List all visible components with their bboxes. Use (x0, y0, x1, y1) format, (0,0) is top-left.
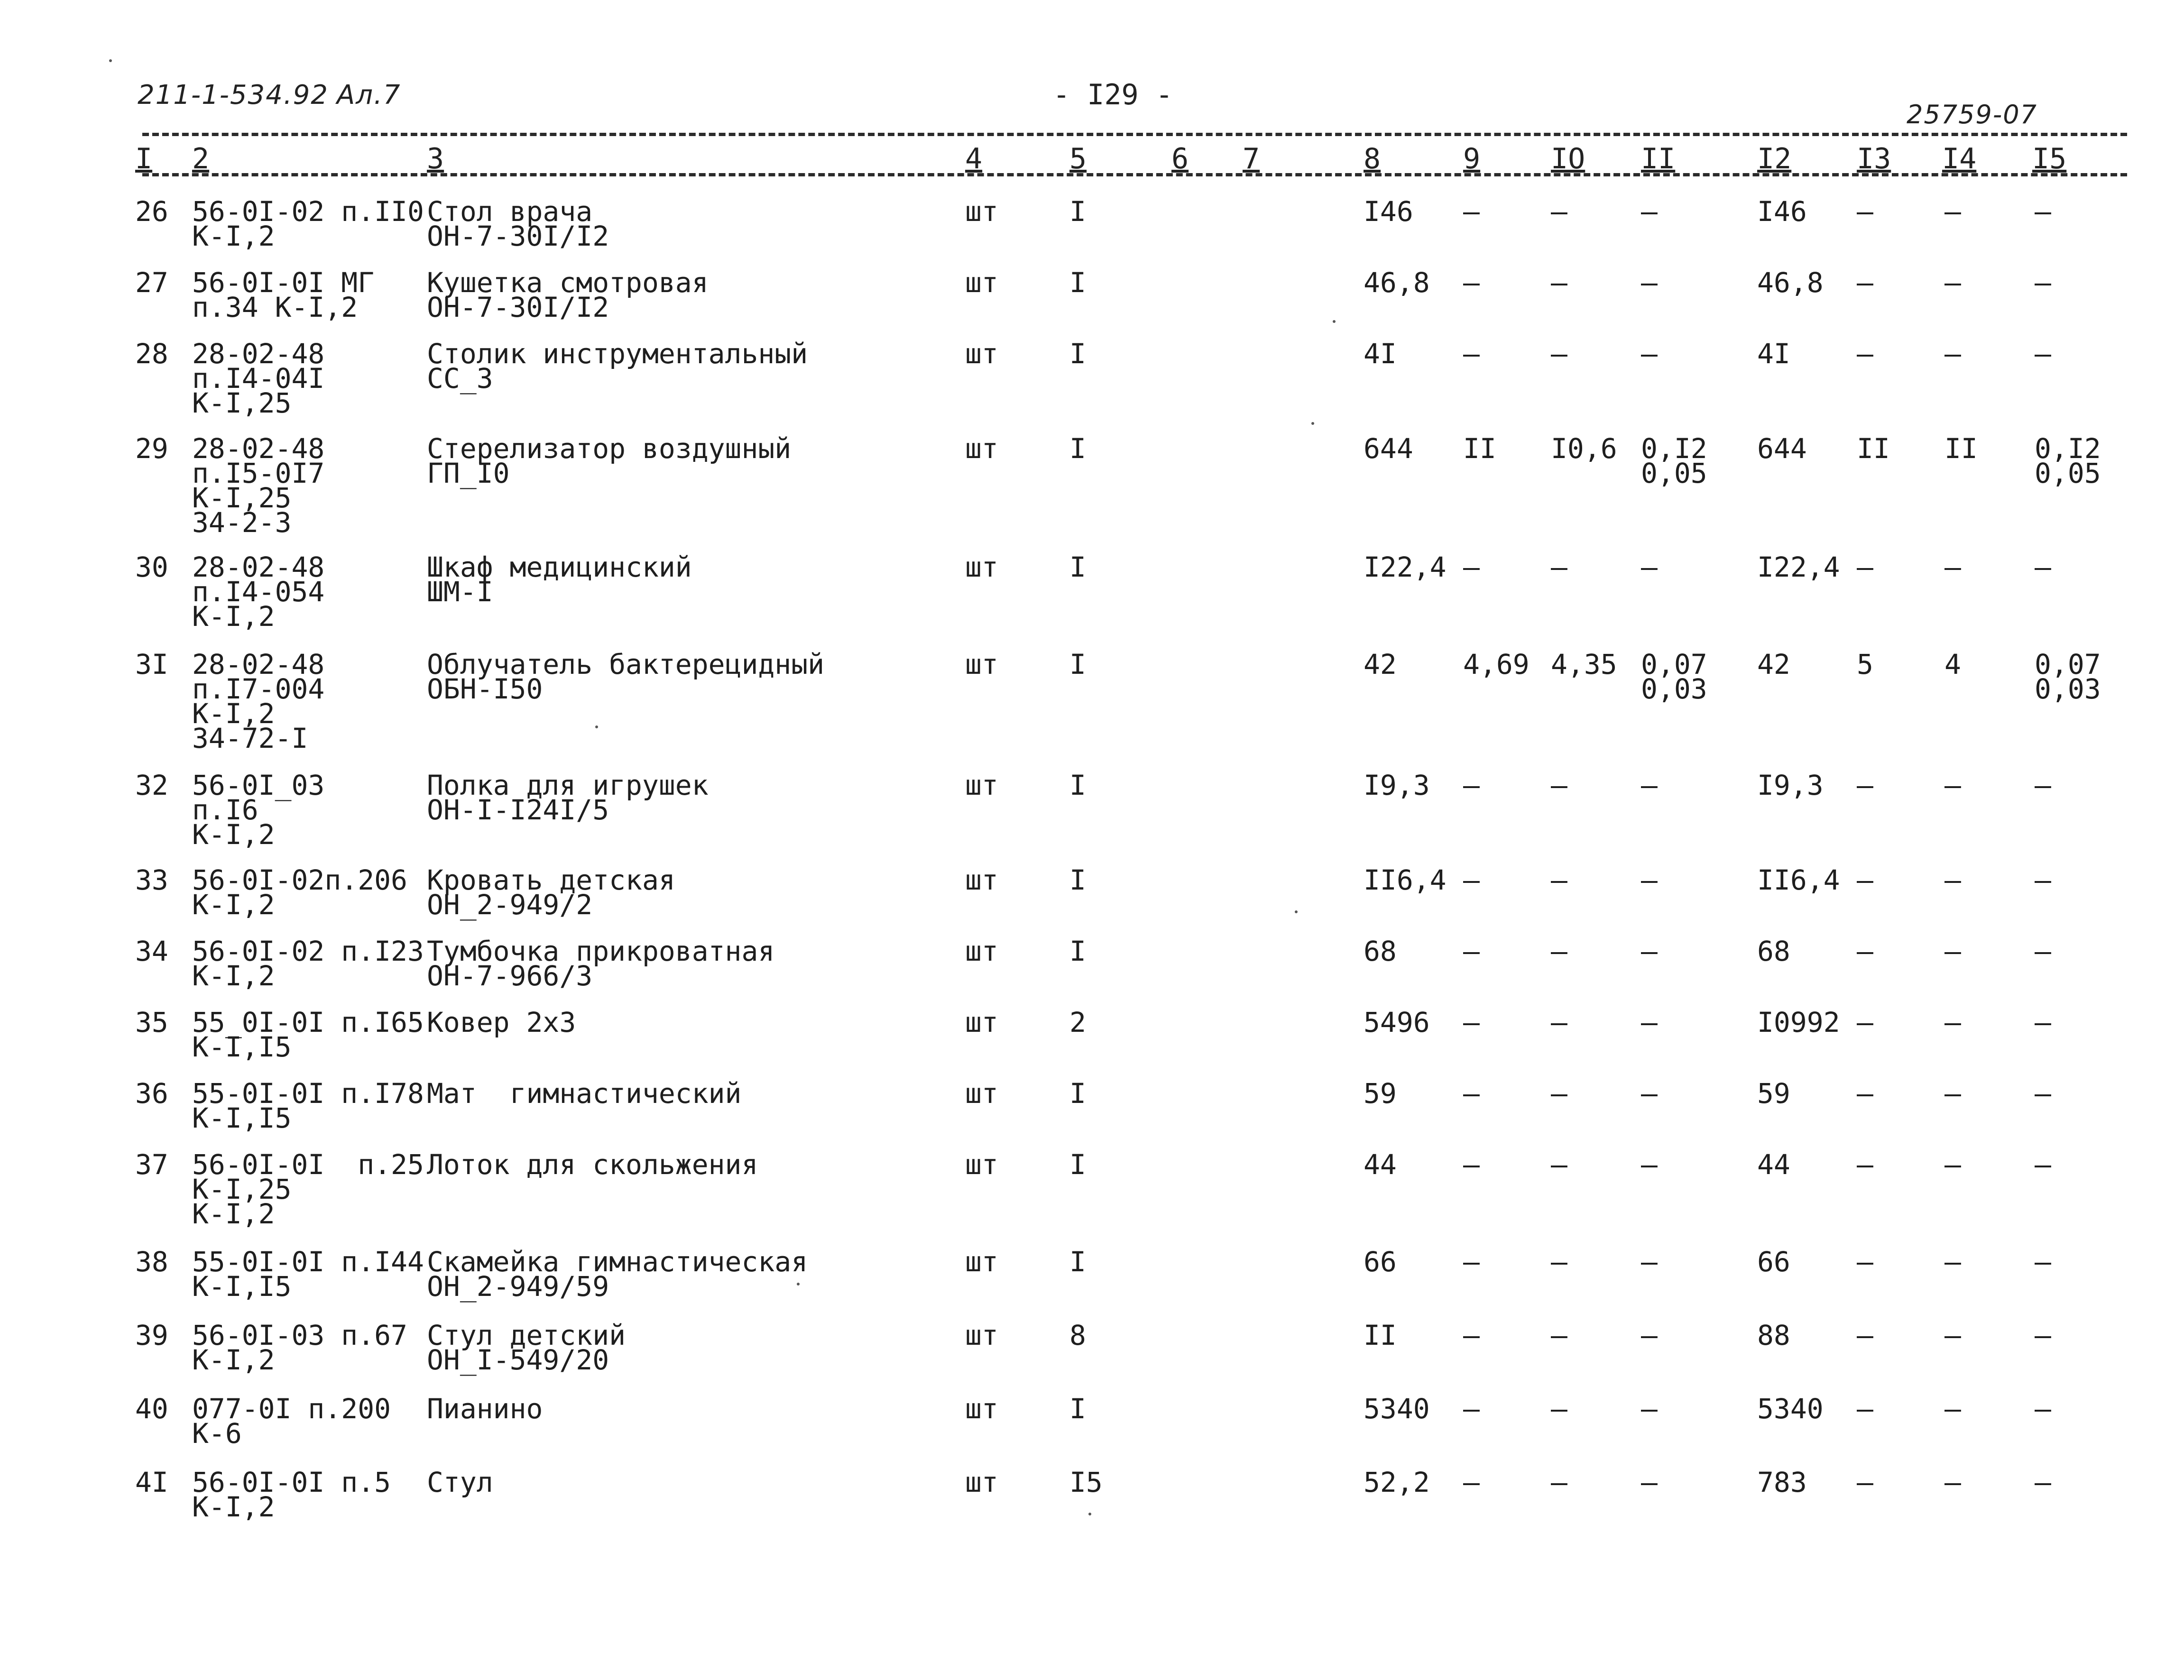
col-10-value: – (1551, 266, 1567, 299)
row-number: 4I (135, 1466, 168, 1498)
col-9-value: – (1463, 935, 1480, 967)
quantity: 2 (1069, 1006, 1086, 1038)
item-name: Облучатель бактерецидный ОБН-I50 (427, 648, 825, 705)
unit: шт (965, 1466, 998, 1498)
quantity: 8 (1069, 1319, 1086, 1351)
col-15-value: – (2035, 1319, 2051, 1351)
col-header-11: II (1641, 142, 1676, 175)
col-header-8: 8 (1364, 142, 1381, 175)
col-11-value: 0,07 0,03 (1641, 648, 1707, 705)
col-header-4: 4 (965, 142, 983, 175)
col-11-value: – (1641, 551, 1658, 583)
quantity: I (1069, 432, 1086, 465)
col-8-value: I22,4 (1364, 551, 1447, 583)
col-12-value: 88 (1757, 1319, 1790, 1351)
col-13-value: – (1857, 195, 1873, 228)
col-12-value: I9,3 (1757, 769, 1824, 801)
quantity: I (1069, 935, 1086, 967)
col-8-value: 59 (1364, 1077, 1397, 1110)
row-number: 27 (135, 266, 168, 299)
col-8-value: 644 (1364, 432, 1413, 465)
row-number: 26 (135, 195, 168, 228)
price-code: 56-0I-02 п.I23 К-I,2 (192, 935, 424, 992)
unit: шт (965, 1006, 998, 1038)
quantity: I (1069, 551, 1086, 583)
col-14-value: – (1944, 266, 1961, 299)
col-13-value: – (1857, 1319, 1873, 1351)
col-13-value: – (1857, 1246, 1873, 1278)
col-9-value: – (1463, 1319, 1480, 1351)
col-8-value: 5496 (1364, 1006, 1430, 1038)
page-number: - I29 - (1053, 78, 1173, 111)
col-12-value: II6,4 (1757, 864, 1840, 896)
col-15-value: – (2035, 1077, 2051, 1110)
col-12-value: 66 (1757, 1246, 1790, 1278)
col-10-value: – (1551, 1319, 1567, 1351)
col-12-value: 44 (1757, 1148, 1790, 1181)
col-14-value: 4 (1944, 648, 1961, 680)
col-14-value: – (1944, 1466, 1961, 1498)
col-8-value: 42 (1364, 648, 1397, 680)
col-14-value: – (1944, 195, 1961, 228)
row-number: 30 (135, 551, 168, 583)
col-header-14: I4 (1942, 142, 1977, 175)
col-14-value: – (1944, 935, 1961, 967)
col-10-value: – (1551, 551, 1567, 583)
col-13-value: – (1857, 1393, 1873, 1425)
col-header-13: I3 (1857, 142, 1891, 175)
item-name: Стул (427, 1466, 493, 1498)
col-10-value: – (1551, 769, 1567, 801)
col-header-6: 6 (1171, 142, 1189, 175)
price-code: 077-0I п.200 К-6 (192, 1393, 391, 1450)
col-14-value: – (1944, 769, 1961, 801)
unit: шт (965, 1077, 998, 1110)
unit: шт (965, 266, 998, 299)
col-14-value: – (1944, 1148, 1961, 1181)
col-13-value: 5 (1857, 648, 1873, 680)
col-10-value: – (1551, 1077, 1567, 1110)
col-14-value: – (1944, 1246, 1961, 1278)
item-name: Столик инструментальный СС_3 (427, 338, 808, 395)
album-number: Ал.7 (337, 80, 401, 110)
price-code: 28-02-48 п.I7-004 К-I,2 34-72-I (192, 648, 325, 754)
col-15-value: 0,I2 0,05 (2035, 432, 2101, 489)
unit: шт (965, 935, 998, 967)
col-9-value: – (1463, 1466, 1480, 1498)
row-number: 28 (135, 338, 168, 370)
price-code: 56-0I-0I п.25 К-I,25 К-I,2 (192, 1148, 424, 1230)
col-13-value: – (1857, 769, 1873, 801)
col-14-value: – (1944, 1006, 1961, 1038)
col-11-value: – (1641, 1077, 1658, 1110)
quantity: I (1069, 769, 1086, 801)
col-8-value: 68 (1364, 935, 1397, 967)
col-8-value: 44 (1364, 1148, 1397, 1181)
col-9-value: – (1463, 769, 1480, 801)
quantity: I (1069, 1246, 1086, 1278)
col-15-value: – (2035, 935, 2051, 967)
quantity: I5 (1069, 1466, 1103, 1498)
quantity: I (1069, 648, 1086, 680)
col-8-value: I9,3 (1364, 769, 1430, 801)
col-9-value: – (1463, 864, 1480, 896)
row-number: 29 (135, 432, 168, 465)
top-rule (142, 133, 2127, 136)
unit: шт (965, 338, 998, 370)
col-15-value: – (2035, 1393, 2051, 1425)
col-12-value: I46 (1757, 195, 1807, 228)
col-13-value: – (1857, 266, 1873, 299)
scan-speck (797, 1283, 800, 1285)
col-15-value: – (2035, 1246, 2051, 1278)
item-name: Стул детский ОН_I-549/20 (427, 1319, 626, 1376)
col-9-value: – (1463, 266, 1480, 299)
col-13-value: – (1857, 1006, 1873, 1038)
item-name: Кровать детская ОН_2-949/2 (427, 864, 675, 921)
item-name: Стол врача ОН-7-30I/I2 (427, 195, 609, 252)
col-header-1: I (135, 142, 153, 175)
quantity: I (1069, 195, 1086, 228)
col-header-3: 3 (427, 142, 444, 175)
col-header-12: I2 (1757, 142, 1792, 175)
col-10-value: – (1551, 195, 1567, 228)
col-12-value: I0992 (1757, 1006, 1840, 1038)
col-13-value: – (1857, 935, 1873, 967)
quantity: I (1069, 1393, 1086, 1425)
col-11-value: – (1641, 1319, 1658, 1351)
col-13-value: – (1857, 864, 1873, 896)
col-10-value: – (1551, 935, 1567, 967)
row-number: 3I (135, 648, 168, 680)
price-code: 55_0I-0I п.I65 К-I,I5 (192, 1006, 424, 1063)
row-number: 33 (135, 864, 168, 896)
col-15-value: – (2035, 551, 2051, 583)
col-11-value: 0,I2 0,05 (1641, 432, 1707, 489)
col-13-value: II (1857, 432, 1890, 465)
price-code: 56-0I_03 п.I6 К-I,2 (192, 769, 325, 851)
scan-speck (1088, 1513, 1091, 1515)
col-8-value: I46 (1364, 195, 1413, 228)
document-code: 211-1-534.92 (138, 80, 329, 110)
col-11-value: – (1641, 338, 1658, 370)
col-14-value: – (1944, 551, 1961, 583)
quantity: I (1069, 338, 1086, 370)
row-number: 34 (135, 935, 168, 967)
col-14-value: – (1944, 1077, 1961, 1110)
quantity: I (1069, 864, 1086, 896)
col-8-value: 46,8 (1364, 266, 1430, 299)
col-10-value: – (1551, 1006, 1567, 1038)
col-15-value: – (2035, 1006, 2051, 1038)
archive-number: 25759-07 (1907, 100, 2037, 129)
item-name: Лоток для скольжения (427, 1148, 758, 1181)
col-13-value: – (1857, 338, 1873, 370)
item-name: Скамейка гимнастическая ОН_2-949/59 (427, 1246, 808, 1303)
col-13-value: – (1857, 1077, 1873, 1110)
col-8-value: 4I (1364, 338, 1397, 370)
col-12-value: 783 (1757, 1466, 1807, 1498)
row-number: 40 (135, 1393, 168, 1425)
col-11-value: – (1641, 195, 1658, 228)
col-11-value: – (1641, 1148, 1658, 1181)
col-header-7: 7 (1243, 142, 1260, 175)
col-11-value: – (1641, 266, 1658, 299)
price-code: 56-0I-02п.206 К-I,2 (192, 864, 407, 921)
row-number: 37 (135, 1148, 168, 1181)
col-15-value: – (2035, 195, 2051, 228)
row-number: 35 (135, 1006, 168, 1038)
quantity: I (1069, 1077, 1086, 1110)
row-number: 38 (135, 1246, 168, 1278)
col-9-value: – (1463, 1148, 1480, 1181)
unit: шт (965, 1319, 998, 1351)
quantity: I (1069, 1148, 1086, 1181)
col-10-value: – (1551, 1393, 1567, 1425)
col-12-value: 59 (1757, 1077, 1790, 1110)
scan-speck (1295, 910, 1298, 913)
col-9-value: – (1463, 195, 1480, 228)
col-header-15: I5 (2032, 142, 2067, 175)
col-13-value: – (1857, 1148, 1873, 1181)
item-name: Стерелизатор воздушный ГП_I0 (427, 432, 792, 489)
col-9-value: – (1463, 1006, 1480, 1038)
col-10-value: – (1551, 1246, 1567, 1278)
col-14-value: – (1944, 1393, 1961, 1425)
col-11-value: – (1641, 1006, 1658, 1038)
col-8-value: II6,4 (1364, 864, 1447, 896)
item-name: Мат гимнастический (427, 1077, 742, 1110)
price-code: 55-0I-0I п.I44 К-I,I5 (192, 1246, 424, 1303)
item-name: Ковер 2х3 (427, 1006, 576, 1038)
scan-speck (109, 59, 112, 62)
col-9-value: 4,69 (1463, 648, 1530, 680)
col-header-10: IO (1551, 142, 1585, 175)
col-10-value: – (1551, 338, 1567, 370)
price-code: 56-0I-03 п.67 К-I,2 (192, 1319, 407, 1376)
scan-speck (1311, 422, 1314, 425)
col-8-value: II (1364, 1319, 1397, 1351)
col-10-value: – (1551, 1148, 1567, 1181)
col-8-value: 66 (1364, 1246, 1397, 1278)
item-name: Полка для игрушек ОН-I-I24I/5 (427, 769, 709, 826)
price-code: 28-02-48 п.I4-054 К-I,2 (192, 551, 325, 633)
col-8-value: 52,2 (1364, 1466, 1430, 1498)
col-14-value: – (1944, 1319, 1961, 1351)
price-code: 55-0I-0I п.I78 К-I,I5 (192, 1077, 424, 1134)
col-11-value: – (1641, 1246, 1658, 1278)
col-9-value: – (1463, 551, 1480, 583)
col-10-value: – (1551, 1466, 1567, 1498)
unit: шт (965, 1246, 998, 1278)
unit: шт (965, 432, 998, 465)
col-11-value: – (1641, 769, 1658, 801)
col-10-value: 4,35 (1551, 648, 1617, 680)
unit: шт (965, 1393, 998, 1425)
col-14-value: II (1944, 432, 1978, 465)
row-number: 32 (135, 769, 168, 801)
col-8-value: 5340 (1364, 1393, 1430, 1425)
col-9-value: – (1463, 1246, 1480, 1278)
col-15-value: 0,07 0,03 (2035, 648, 2101, 705)
row-number: 39 (135, 1319, 168, 1351)
price-code: 28-02-48 п.I4-04I К-I,25 (192, 338, 325, 419)
item-name: Шкаф медицинский ШМ-I (427, 551, 692, 608)
price-code: 28-02-48 п.I5-0I7 К-I,25 34-2-3 (192, 432, 325, 539)
col-11-value: – (1641, 935, 1658, 967)
col-14-value: – (1944, 864, 1961, 896)
price-code: 56-0I-02 п.II0 К-I,2 (192, 195, 424, 252)
unit: шт (965, 864, 998, 896)
unit: шт (965, 769, 998, 801)
col-12-value: 42 (1757, 648, 1790, 680)
col-15-value: – (2035, 1466, 2051, 1498)
row-number: 36 (135, 1077, 168, 1110)
col-13-value: – (1857, 551, 1873, 583)
col-9-value: II (1463, 432, 1496, 465)
col-header-9: 9 (1463, 142, 1481, 175)
col-12-value: 4I (1757, 338, 1790, 370)
scan-speck (1333, 320, 1336, 323)
col-9-value: – (1463, 1393, 1480, 1425)
col-9-value: – (1463, 1077, 1480, 1110)
col-15-value: – (2035, 769, 2051, 801)
col-11-value: – (1641, 864, 1658, 896)
item-name: Тумбочка прикроватная ОН-7-966/3 (427, 935, 775, 992)
unit: шт (965, 195, 998, 228)
col-header-2: 2 (192, 142, 210, 175)
col-15-value: – (2035, 266, 2051, 299)
price-code: 56-0I-0I п.5 К-I,2 (192, 1466, 391, 1523)
col-15-value: – (2035, 864, 2051, 896)
col-14-value: – (1944, 338, 1961, 370)
scan-speck (595, 725, 598, 728)
col-12-value: 68 (1757, 935, 1790, 967)
col-10-value: – (1551, 864, 1567, 896)
col-11-value: – (1641, 1466, 1658, 1498)
col-12-value: 644 (1757, 432, 1807, 465)
col-header-5: 5 (1069, 142, 1087, 175)
col-15-value: – (2035, 1148, 2051, 1181)
col-11-value: – (1641, 1393, 1658, 1425)
col-12-value: 46,8 (1757, 266, 1824, 299)
col-12-value: 5340 (1757, 1393, 1824, 1425)
col-15-value: – (2035, 338, 2051, 370)
item-name: Кушетка смотровая ОН-7-30I/I2 (427, 266, 709, 323)
col-9-value: – (1463, 338, 1480, 370)
price-code: 56-0I-0I МГ п.34 К-I,2 (192, 266, 375, 323)
unit: шт (965, 648, 998, 680)
unit: шт (965, 1148, 998, 1181)
quantity: I (1069, 266, 1086, 299)
item-name: Пианино (427, 1393, 543, 1425)
col-13-value: – (1857, 1466, 1873, 1498)
col-12-value: I22,4 (1757, 551, 1840, 583)
unit: шт (965, 551, 998, 583)
col-10-value: I0,6 (1551, 432, 1617, 465)
